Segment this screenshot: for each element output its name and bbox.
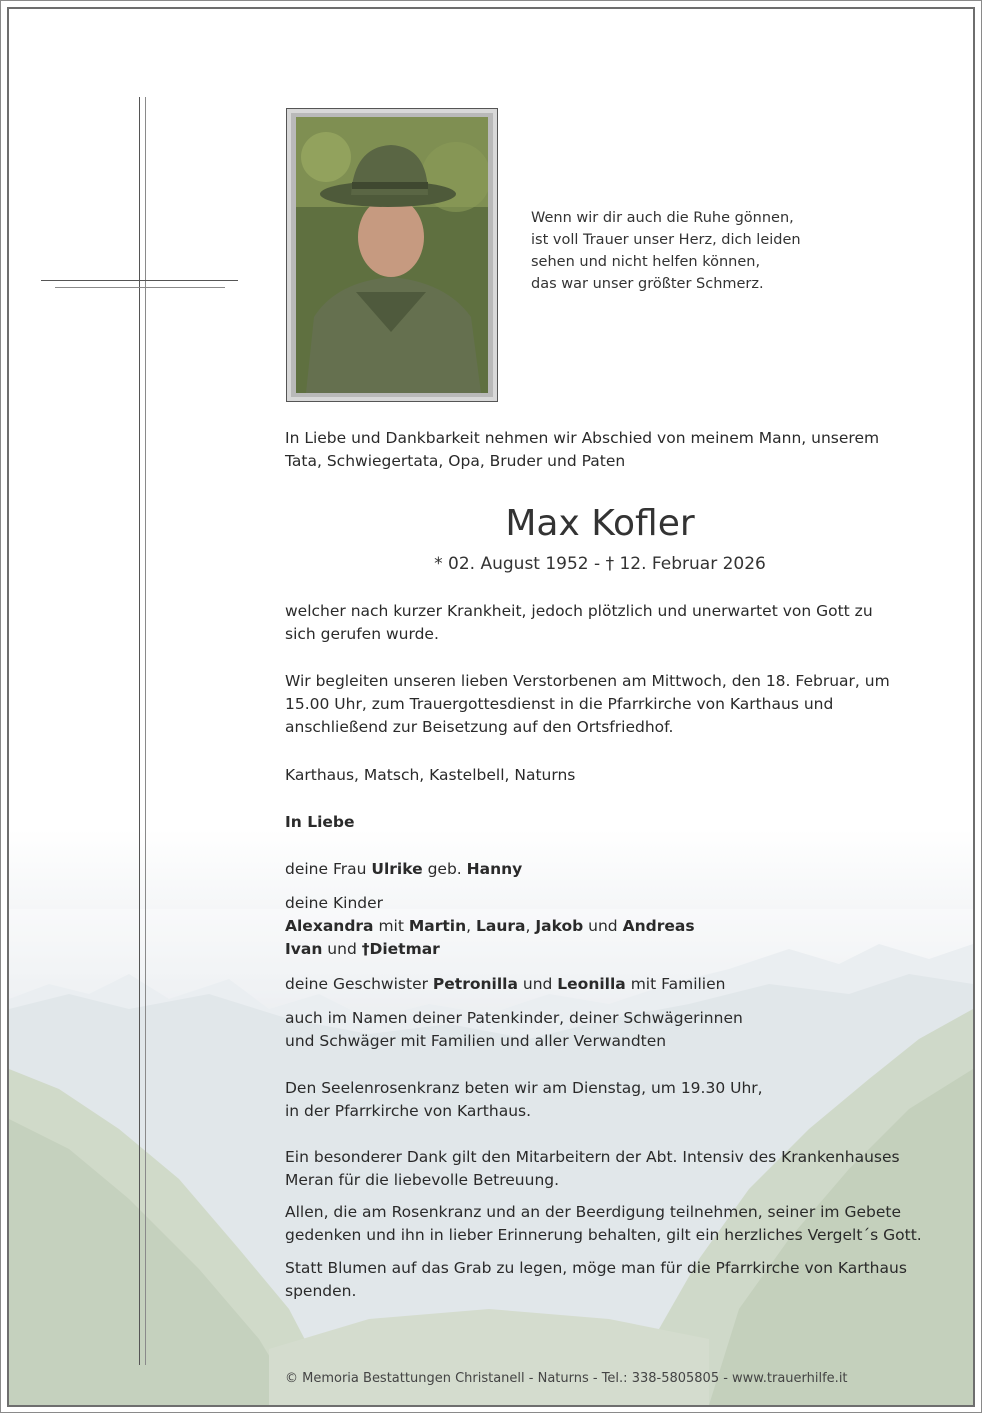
thanks-text: Ein besonderer Dank gilt den Mitarbeitern der Abt. Intensiv des Krankenhauses Meran für die liebevolle Betreuung.: [285, 1148, 900, 1189]
life-dates: * 02. August 1952 - † 12. Februar 2026: [434, 554, 766, 574]
cross-horizontal-line-2: [55, 287, 225, 288]
poem-line: ist voll Trauer unser Herz, dich leiden: [531, 232, 801, 248]
siblings-line: deine Geschwister Petronilla und Leonilla mit Familien: [285, 975, 726, 993]
all-text: Allen, die am Rosenkranz und an der Beerdigung teilnehmen, seiner im Gebete gedenken und ihn in lieber Erinnerung behalten, gilt ein herzliches Vergelt´s Gott.: [285, 1203, 922, 1244]
poem-line: sehen und nicht helfen können,: [531, 254, 761, 270]
poem-line: Wenn wir dir auch die Ruhe gönnen,: [531, 210, 794, 226]
rosary-text: Den Seelenrosenkranz beten wir am Dienstag, um 19.30 Uhr, in der Pfarrkirche von Karthaus.: [285, 1079, 763, 1120]
places-text: Karthaus, Matsch, Kastelbell, Naturns: [285, 766, 576, 784]
wife-line: deine Frau Ulrike geb. Hanny: [285, 860, 523, 878]
card: [7, 7, 975, 1407]
cross-horizontal-line: [41, 280, 238, 281]
portrait-photo: [296, 117, 488, 393]
children-line-2: Ivan und †Dietmar: [285, 940, 440, 958]
children-block: deine Kinder Alexandra mit Martin, Laura, Jakob und Andreas Ivan und †Dietmar: [285, 892, 935, 961]
flowers-text: Statt Blumen auf das Grab zu legen, möge man für die Pfarrkirche von Karthaus spenden.: [285, 1259, 907, 1300]
in-liebe-heading: In Liebe: [285, 813, 355, 831]
deceased-name: Max Kofler: [505, 503, 695, 544]
godchildren-text: auch im Namen deiner Patenkinder, deiner Schwägerinnen und Schwäger mit Familien und aller Verwandten: [285, 1009, 743, 1050]
poem: [531, 207, 861, 295]
called-text: welcher nach kurzer Krankheit, jedoch plötzlich und unerwartet von Gott zu sich gerufen wurde.: [285, 602, 873, 643]
children-line-1: Alexandra mit Martin, Laura, Jakob und Andreas: [285, 917, 695, 935]
footer-credit: © Memoria Bestattungen Christanell - Naturns - Tel.: 338-5805805 - www.trauerhilfe.it: [285, 1371, 848, 1386]
portrait-frame: [286, 108, 498, 402]
funeral-text: Wir begleiten unseren lieben Verstorbenen am Mittwoch, den 18. Februar, um 15.00 Uhr, zum Trauergottesdienst in die Pfarrkirche von Karthaus und anschließend zur Beisetzung auf den Ortsfriedhof.: [285, 672, 890, 736]
intro-text: In Liebe und Dankbarkeit nehmen wir Abschied von meinem Mann, unserem Tata, Schwiegertata, Opa, Bruder und Paten: [285, 429, 880, 470]
poem-line: das war unser größter Schmerz.: [531, 276, 764, 292]
